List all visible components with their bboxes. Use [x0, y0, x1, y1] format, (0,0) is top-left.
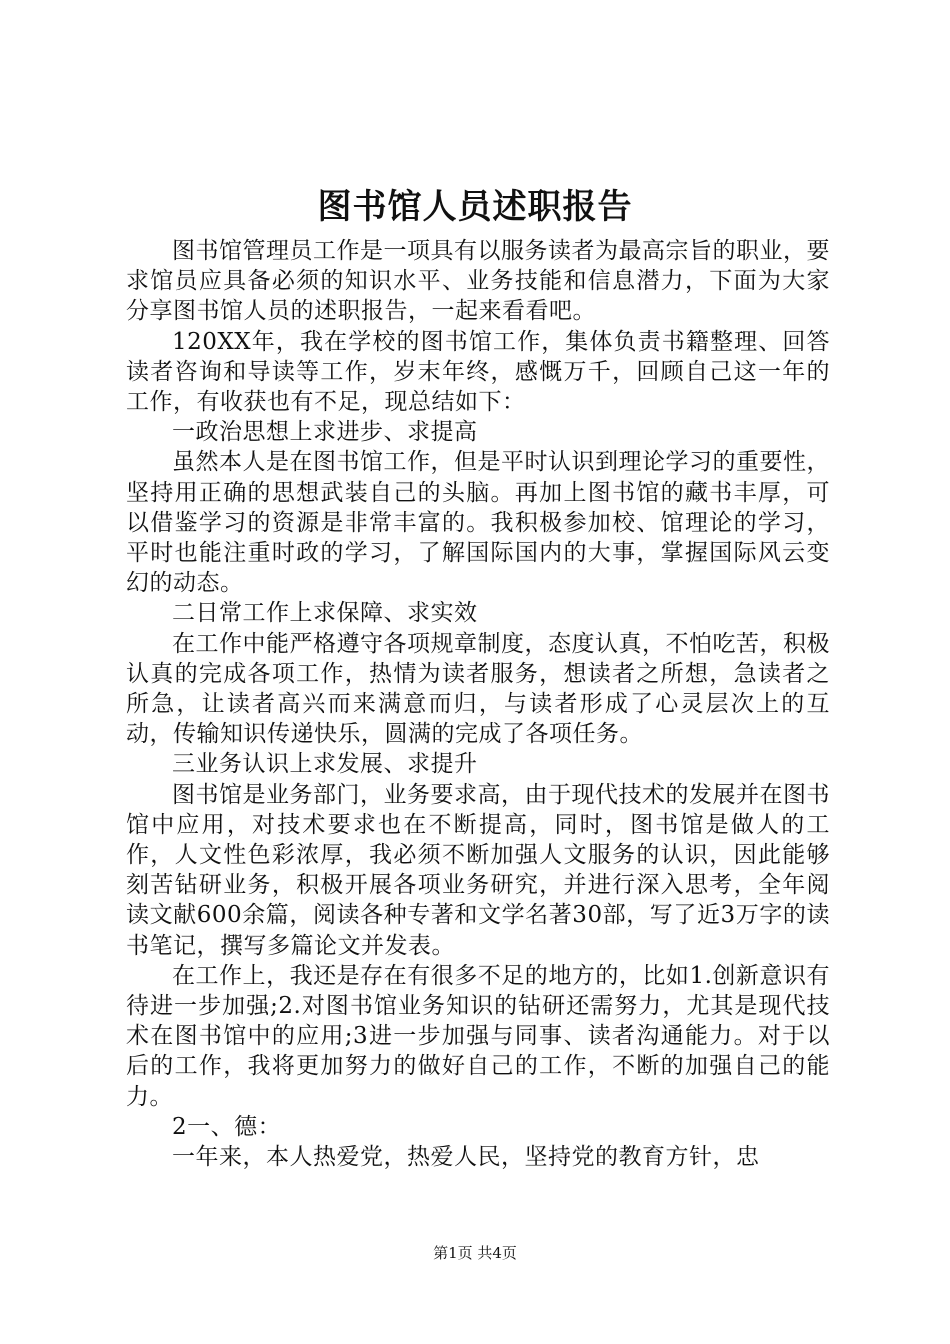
paragraph-professional: 图书馆是业务部门，业务要求高，由于现代技术的发展并在图书馆中应用，对技术要求也在不断提高，同时，图书馆是做人的工作，人文性色彩浓厚，我必须不断加强人文服务的认识，因此能够刻苦钻研业务，积极开展各项业务研究，并进行深入思考，全年阅读文献600余篇，阅读各种专著和文学名著30部，写了近3万字的读书笔记，撰写多篇论文并发表。: [126, 781, 830, 959]
paragraph-intro: 图书馆管理员工作是一项具有以服务读者为最高宗旨的职业，要求馆员应具备必须的知识水平、业务技能和信息潜力，下面为大家分享图书馆人员的述职报告，一起来看看吧。: [126, 238, 830, 325]
paragraph-daily-work: 在工作中能严格遵守各项规章制度，态度认真，不怕吃苦，积极认真的完成各项工作，热情为读者服务，想读者之所想，急读者之所急，让读者高兴而来满意而归，与读者形成了心灵层次上的互动，传输知识传递快乐，圆满的完成了各项任务。: [126, 630, 830, 748]
paragraph-overview: 120XX年，我在学校的图书馆工作，集体负责书籍整理、回答读者咨询和导读等工作，岁末年终，感慨万千，回顾自己这一年的工作，有收获也有不足，现总结如下：: [126, 328, 830, 416]
paragraph-virtue: 一年来，本人热爱党，热爱人民，坚持党的教育方针，忠: [172, 1144, 760, 1171]
section-heading-politics: 一政治思想上求进步、求提高: [172, 419, 478, 446]
paragraph-politics: 虽然本人是在图书馆工作，但是平时认识到理论学习的重要性，坚持用正确的思想武装自己的头脑。再加上图书馆的藏书丰厚，可以借鉴学习的资源是非常丰富的。我积极参加校、馆理论的学习，平时也能注重时政的学习，了解国际国内的大事，掌握国际风云变幻的动态。: [126, 449, 830, 597]
section-heading-virtue: 2一、德：: [172, 1113, 282, 1140]
document-body: [126, 236, 830, 1172]
page-number-footer: 第1页 共4页: [433, 1244, 517, 1262]
section-heading-professional: 三业务认识上求发展、求提升: [172, 751, 478, 778]
paragraph-shortcomings: 在工作上，我还是存在有很多不足的地方的，比如1.创新意识有待进一步加强;2.对图书馆业务知识的钻研还需努力，尤其是现代技术在图书馆中的应用;3进一步加强与同事、读者沟通能力。对于以后的工作，我将更加努力的做好自己的工作，不断的加强自己的能力。: [126, 962, 830, 1110]
document-title: 图书馆人员述职报告: [317, 187, 633, 227]
section-heading-daily-work: 二日常工作上求保障、求实效: [172, 600, 478, 627]
